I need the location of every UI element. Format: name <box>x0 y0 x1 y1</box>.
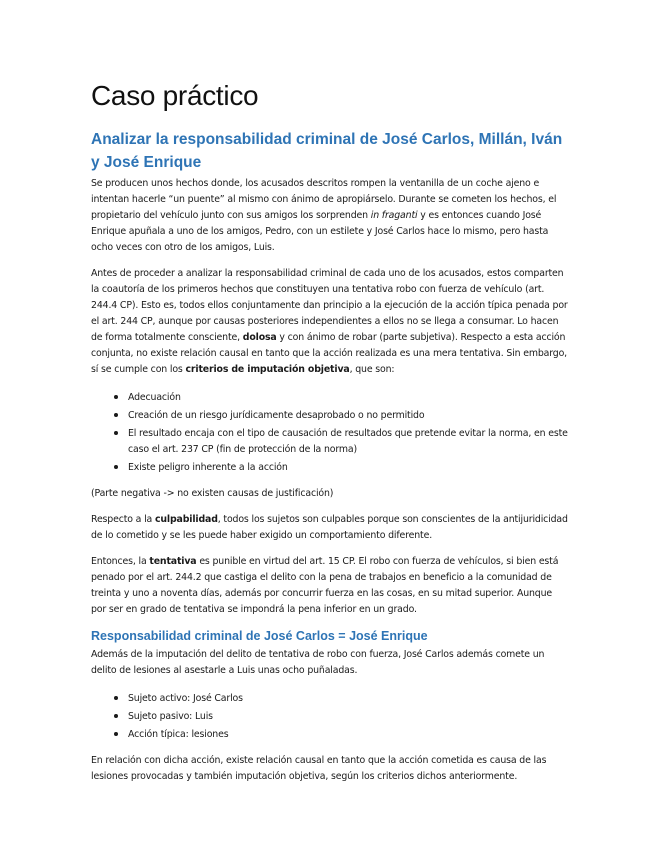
paragraph-coauthorship: Antes de proceder a analizar la responsabilidad criminal de cada uno de los acusados, estos comparten la coautoría de los primeros hechos que constituyen una tentativa robo con fuerza de vehículo (art. 244.4 CP). Esto es, todos ellos conjuntamente dan principio a la ejecución de la acción típica penada por el art. 244 CP, aunque por causas posteriores independientes a ellos no se llega a consumar. Lo hacen de forma totalmente consciente, dolosa y con ánimo de robar (parte subjetiva). Respecto a esta acción conjunta, no existe relación causal en tanto que la acción realizada es una mera tentativa. Sin embargo, sí se cumple con los criterios de imputación objetiva, que son: <box>91 268 568 375</box>
paragraph-facts: Se producen unos hechos donde, los acusados descritos rompen la ventanilla de un coche ajeno e intentan hacerle “un puente” al mismo con ánimo de apropiárselo. Durante se cometen los hechos, el propietario del vehículo junto con sus amigos los sorprenden in fraganti y es entonces cuando José Enrique apuñala a uno de los amigos, Pedro, con un estilete y José Carlos hace lo mismo, pero hasta ocho veces con otro de los amigos, Luis. <box>91 178 557 253</box>
paragraph-culpability: Respecto a la culpabilidad, todos los sujetos son culpables porque son conscientes de la antijuridicidad de lo cometido y se les puede haber exigido un comportamiento diferente. <box>91 514 568 541</box>
list-item: • El resultado encaja con el tipo de causación de resultados que pretende evitar la norma, en este caso el art. 237 CP (fin de protección de la norma) <box>128 424 569 458</box>
list-item: • Creación de un riesgo jurídicamente desaprobado o no permitido <box>128 406 569 424</box>
paragraph-negative-part: (Parte negativa -> no existen causas de justificación) <box>91 488 334 499</box>
list-item: • Adecuación <box>128 388 569 406</box>
paragraph-injuries: Además de la imputación del delito de tentativa de robo con fuerza, José Carlos además comete un delito de lesiones al asestarle a Luis unas ocho puñaladas. <box>91 649 545 676</box>
bold-term-criterios: criterios de imputación objetiva <box>185 364 350 375</box>
document-body <box>91 80 569 795</box>
bold-term-culpabilidad: culpabilidad <box>154 514 218 525</box>
list-item: • Existe peligro inherente a la acción <box>128 458 569 476</box>
section-heading-main: Analizar la responsabilidad criminal de José Carlos, Millán, Iván y José Enrique <box>91 131 563 171</box>
criteria-list <box>91 388 569 476</box>
list-item: • Sujeto pasivo: Luis <box>128 707 569 725</box>
paragraph-attempt: Entonces, la tentativa es punible en virtud del art. 15 CP. El robo con fuerza de vehículos, si bien está penado por el art. 244.2 que castiga el delito con la pena de trabajos en beneficio a la comunidad de treinta y uno a noventa días, además por concurrir fuerza en las cosas, en su mitad superior. Aunque por ser en grado de tentativa se impondrá la pena inferior en un grado. <box>91 556 559 615</box>
bold-term-tentativa: tentativa <box>149 556 197 567</box>
paragraph-causal-relation: En relación con dicha acción, existe relación causal en tanto que la acción cometida es causa de las lesiones provocadas y también imputación objetiva, según los criterios dichos anteriormente. <box>91 755 547 782</box>
bold-term-dolosa: dolosa <box>242 332 277 343</box>
italic-term: in fraganti <box>370 210 418 221</box>
list-item: • Sujeto activo: José Carlos <box>128 689 569 707</box>
page-title: Caso práctico <box>91 80 259 111</box>
list-item: • Acción típica: lesiones <box>128 725 569 743</box>
section-heading-jose-carlos: Responsabilidad criminal de José Carlos = José Enrique <box>91 629 428 643</box>
subjects-list <box>91 689 569 743</box>
